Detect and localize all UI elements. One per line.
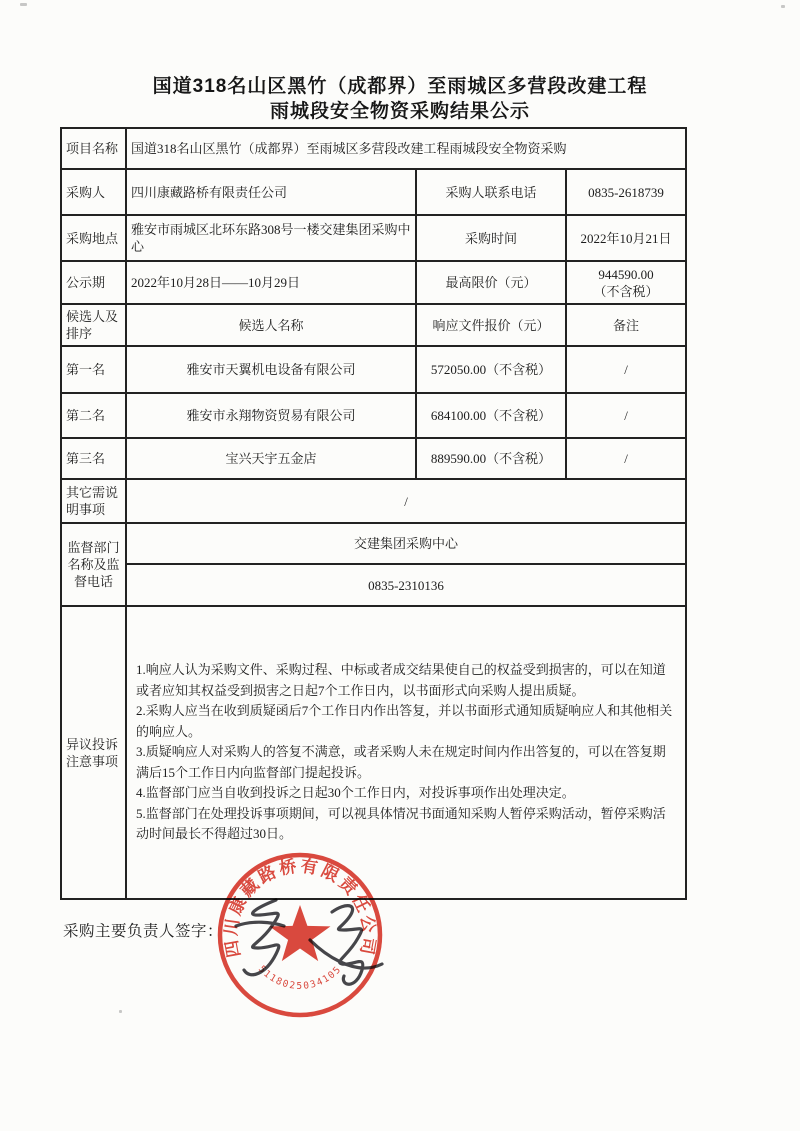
- seal-company-text: 四川康藏路桥有限责任公司: [221, 856, 379, 959]
- objection-item-4: 4.监督部门应当自收到投诉之日起30个工作日内，对投诉事项作出处理决定。: [136, 785, 575, 801]
- other-notes-value: /: [126, 479, 686, 523]
- candidate-note-header: 备注: [566, 304, 686, 346]
- max-price-label: 最高限价（元）: [416, 261, 566, 304]
- row-project: [61, 128, 686, 169]
- row-supervision-dept: [61, 523, 686, 564]
- location-value: 雅安市雨城区北环东路308号一楼交建集团采购中心: [126, 215, 416, 261]
- candidate-1-price: 572050.00（不含税）: [416, 346, 566, 393]
- row-candidates-header: [61, 304, 686, 346]
- other-notes-label: 其它需说明事项: [61, 479, 126, 523]
- objection-item-5: 5.监督部门在处理投诉事项期间，可以视具体情况书面通知采购人暂停采购活动，暂停采购活动时间最长不得超过30日。: [136, 805, 666, 842]
- max-price-tax-note: （不含税）: [593, 283, 659, 299]
- scan-artifact: [119, 1010, 122, 1013]
- row-purchaser: [61, 169, 686, 215]
- signature-line-label: 采购主要负责人签字：: [63, 923, 224, 940]
- candidate-1-note: /: [566, 346, 686, 393]
- candidate-row-3: [61, 438, 686, 479]
- row-location: [61, 215, 686, 261]
- candidate-3-price: 889590.00（不含税）: [416, 438, 566, 479]
- candidate-row-1: [61, 346, 686, 393]
- candidate-row-2: [61, 393, 686, 438]
- candidate-2-note: /: [566, 393, 686, 438]
- candidate-3-note: /: [566, 438, 686, 479]
- candidate-2-rank: 第二名: [61, 393, 126, 438]
- row-publicity: [61, 261, 686, 304]
- publicity-period-label: 公示期: [61, 261, 126, 304]
- purchaser-phone-value: 0835-2618739: [566, 169, 686, 215]
- objection-text-block: [131, 656, 681, 849]
- candidate-2-name: 雅安市永翔物资贸易有限公司: [126, 393, 416, 438]
- project-name-label: 项目名称: [61, 128, 126, 169]
- scan-artifact: [20, 3, 27, 6]
- candidates-rank-header: 候选人及排序: [61, 304, 126, 346]
- procurement-result-table: [60, 127, 687, 900]
- objection-item-1: 1.响应人认为采购文件、采购过程、中标或者成交结果使自己的权益受到损害的，可以在知道或者应知其权益受到损害之日起7个工作日内，以书面形式向采购人提出质疑。: [136, 662, 666, 698]
- purchaser-phone-label: 采购人联系电话: [416, 169, 566, 215]
- document-title: [0, 74, 800, 124]
- purchase-time-value: 2022年10月21日: [566, 215, 686, 261]
- supervision-department: 交建集团采购中心: [126, 523, 686, 564]
- max-price-amount: 944590.00: [598, 266, 654, 282]
- candidate-3-rank: 第三名: [61, 438, 126, 479]
- candidate-price-header: 响应文件报价（元）: [416, 304, 566, 346]
- objection-label: 异议投诉注意事项: [61, 606, 126, 899]
- purchase-time-label: 采购时间: [416, 215, 566, 261]
- title-line-1: 国道318名山区黑竹（成都界）至雨城区多营段改建工程: [152, 76, 648, 97]
- supervision-label: 监督部门名称及监督电话: [61, 523, 126, 606]
- publicity-period-value: 2022年10月28日——10月29日: [126, 261, 416, 304]
- purchaser-value: 四川康藏路桥有限责任公司: [126, 169, 416, 215]
- supervision-phone: 0835-2310136: [126, 564, 686, 606]
- max-price-value: [566, 261, 686, 304]
- seal-number-text: 5118025034105: [255, 963, 345, 992]
- handwritten-signature: [212, 878, 422, 1008]
- location-label: 采购地点: [61, 215, 126, 261]
- candidate-3-name: 宝兴天宇五金店: [126, 438, 416, 479]
- project-name-value: 国道318名山区黑竹（成都界）至雨城区多营段改建工程雨城段安全物资采购: [126, 128, 686, 169]
- row-supervision-phone: [61, 564, 686, 606]
- objection-item-2: 2.采购人应当在收到质疑函后7个工作日内作出答复，并以书面形式通知质疑响应人和其他相关的响应人。: [136, 703, 673, 739]
- objection-content: [126, 606, 686, 899]
- candidate-2-price: 684100.00（不含税）: [416, 393, 566, 438]
- candidate-1-name: 雅安市天翼机电设备有限公司: [126, 346, 416, 393]
- signature-strokes: [212, 878, 422, 1008]
- row-other-notes: [61, 479, 686, 523]
- objection-item-3: 3.质疑响应人对采购人的答复不满意，或者采购人未在规定时间内作出答复的，可以在答复期满后15个工作日内向监督部门提起投诉。: [136, 744, 666, 780]
- scan-artifact: [781, 5, 785, 8]
- candidate-1-rank: 第一名: [61, 346, 126, 393]
- candidate-name-header: 候选人名称: [126, 304, 416, 346]
- title-line-2: 雨城段安全物资采购结果公示: [269, 101, 530, 122]
- purchaser-label: 采购人: [61, 169, 126, 215]
